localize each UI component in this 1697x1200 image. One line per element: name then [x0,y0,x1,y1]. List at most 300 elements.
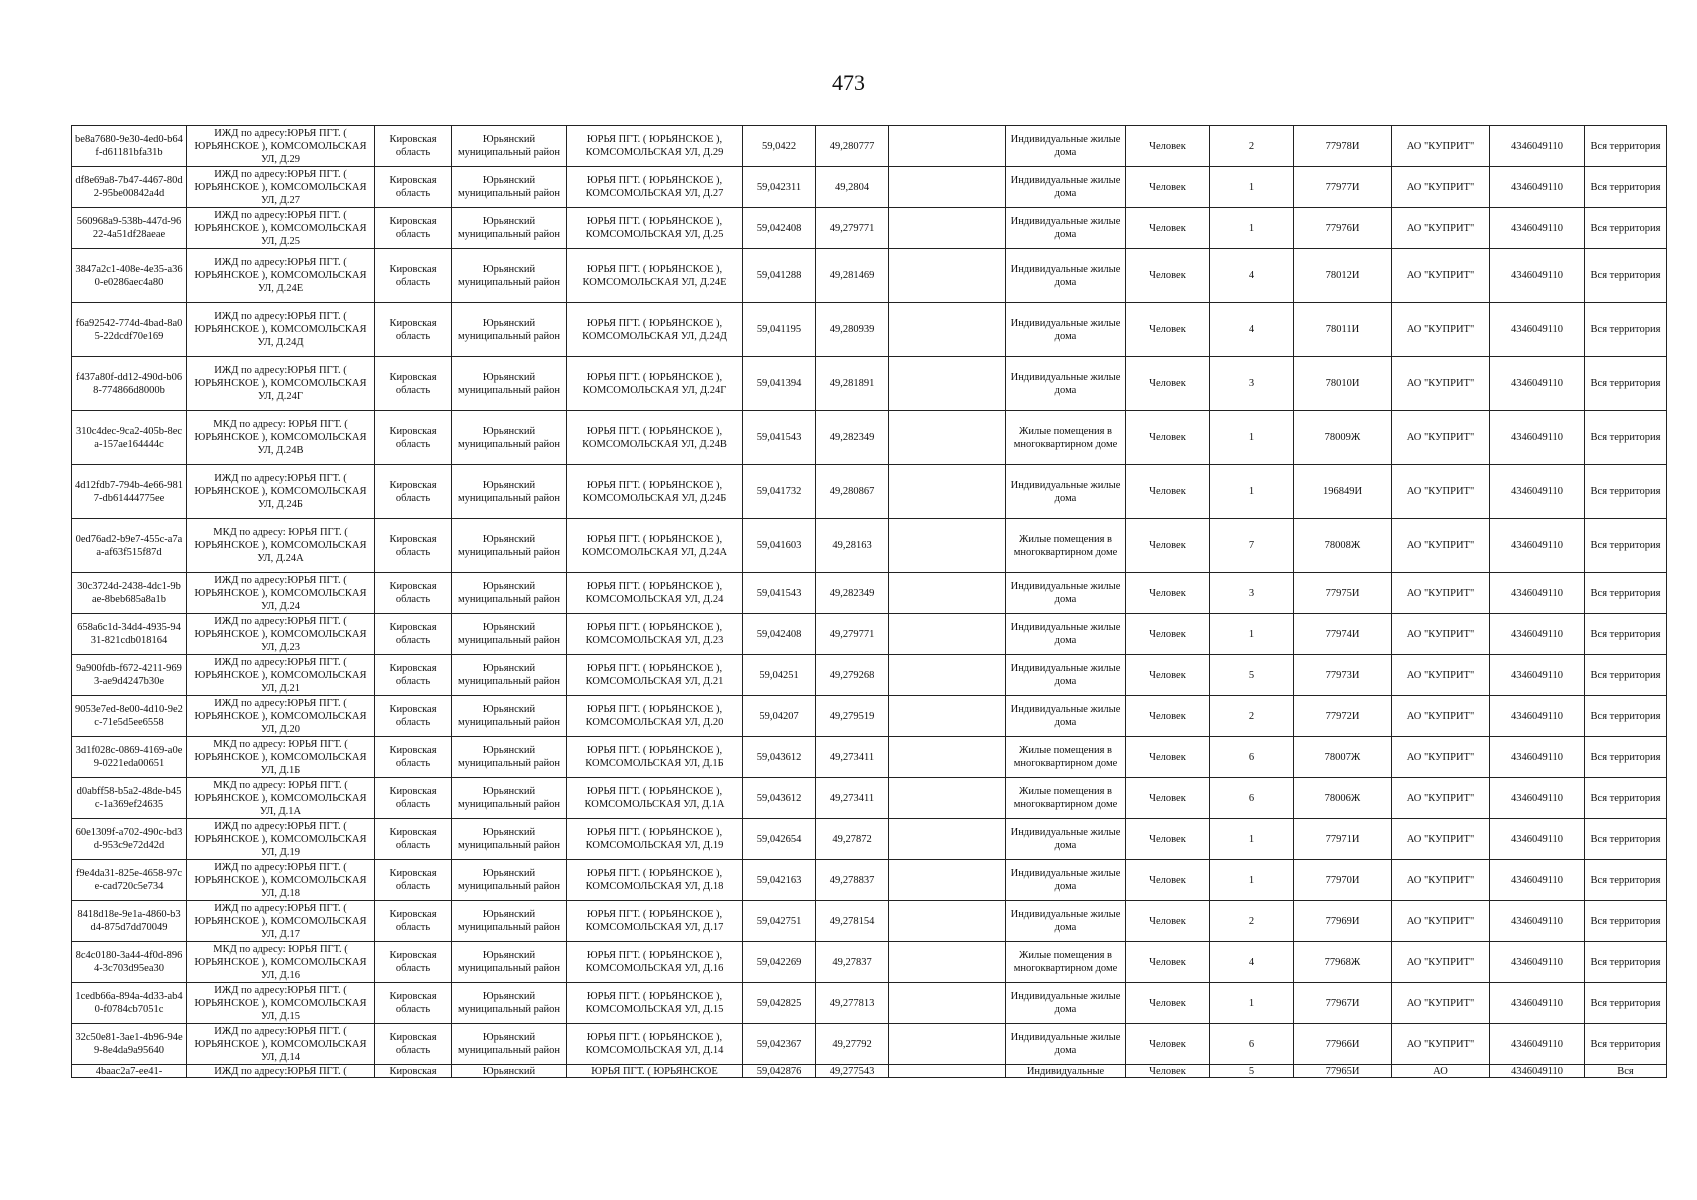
empty-cell [889,126,1006,167]
district-cell: Юрьянский муниципальный район [452,696,567,737]
code-cell-text: 77965И [1325,1066,1360,1077]
code-cell: 78010И [1294,357,1392,411]
empty-cell [889,696,1006,737]
district-cell: Юрьянский муниципальный район [452,357,567,411]
inn-cell: 4346049110 [1490,737,1585,778]
region-cell: Кировская область [375,1024,452,1065]
guid-cell: 9053e7ed-8e00-4d10-9e2c-71e5d5ee6558 [72,696,187,737]
organization-cell: АО "КУПРИТ" [1392,249,1490,303]
organization-cell [1392,1065,1490,1078]
guid-cell: 8418d18e-9e1a-4860-b3d4-875d7dd70049 [72,901,187,942]
table-row [72,167,1667,208]
territory-cell [1585,1065,1667,1078]
table-row [72,819,1667,860]
territory-cell: Вся территория [1585,901,1667,942]
unit-cell: Человек [1126,983,1210,1024]
table-row [72,778,1667,819]
category-cell: Жилые помещения в многоквартирном доме [1006,778,1126,819]
address-cell: ЮРЬЯ ПГТ. ( ЮРЬЯНСКОЕ ), КОМСОМОЛЬСКАЯ УЛ, Д.24Г [567,357,743,411]
table-row [72,655,1667,696]
empty-cell [889,249,1006,303]
unit-cell: Человек [1126,819,1210,860]
count-cell: 1 [1210,983,1294,1024]
unit-cell: Человек [1126,901,1210,942]
address-cell: ЮРЬЯ ПГТ. ( ЮРЬЯНСКОЕ ), КОМСОМОЛЬСКАЯ УЛ, Д.16 [567,942,743,983]
organization-cell: АО "КУПРИТ" [1392,819,1490,860]
latitude-cell: 59,042654 [743,819,816,860]
organization-cell: АО "КУПРИТ" [1392,696,1490,737]
address-cell: ЮРЬЯ ПГТ. ( ЮРЬЯНСКОЕ ), КОМСОМОЛЬСКАЯ УЛ, Д.14 [567,1024,743,1065]
region-cell-text: Кировская [389,1066,437,1077]
latitude-cell: 59,042825 [743,983,816,1024]
category-cell: Индивидуальные жилые дома [1006,465,1126,519]
district-cell: Юрьянский муниципальный район [452,1024,567,1065]
object-description-cell: ИЖД по адресу:ЮРЬЯ ПГТ. ( ЮРЬЯНСКОЕ ), КОМСОМОЛЬСКАЯ УЛ, Д.23 [187,614,375,655]
longitude-cell: 49,279771 [816,614,889,655]
count-cell: 2 [1210,696,1294,737]
longitude-cell-text: 49,277543 [829,1066,875,1077]
district-cell: Юрьянский муниципальный район [452,249,567,303]
latitude-cell: 59,041195 [743,303,816,357]
category-cell: Индивидуальные жилые дома [1006,1024,1126,1065]
count-cell: 1 [1210,860,1294,901]
table-row [72,737,1667,778]
longitude-cell: 49,277813 [816,983,889,1024]
object-description-cell: ИЖД по адресу:ЮРЬЯ ПГТ. ( ЮРЬЯНСКОЕ ), КОМСОМОЛЬСКАЯ УЛ, Д.21 [187,655,375,696]
territory-cell: Вся территория [1585,126,1667,167]
category-cell: Жилые помещения в многоквартирном доме [1006,942,1126,983]
count-cell: 1 [1210,167,1294,208]
territory-cell: Вся территория [1585,983,1667,1024]
empty-cell [889,901,1006,942]
organization-cell: АО "КУПРИТ" [1392,465,1490,519]
unit-cell: Человек [1126,357,1210,411]
region-cell: Кировская область [375,778,452,819]
table-row [72,357,1667,411]
table-row [72,1065,1667,1078]
organization-cell: АО "КУПРИТ" [1392,614,1490,655]
count-cell: 3 [1210,357,1294,411]
longitude-cell: 49,27872 [816,819,889,860]
unit-cell: Человек [1126,614,1210,655]
territory-cell: Вся территория [1585,167,1667,208]
category-cell: Индивидуальные жилые дома [1006,696,1126,737]
empty-cell [889,778,1006,819]
table-row [72,208,1667,249]
table-row [72,983,1667,1024]
count-cell: 3 [1210,573,1294,614]
inn-cell: 4346049110 [1490,573,1585,614]
longitude-cell: 49,281891 [816,357,889,411]
organization-cell: АО "КУПРИТ" [1392,1024,1490,1065]
category-cell: Жилые помещения в многоквартирном доме [1006,519,1126,573]
territory-cell: Вся территория [1585,655,1667,696]
inn-cell: 4346049110 [1490,655,1585,696]
object-description-cell: ИЖД по адресу:ЮРЬЯ ПГТ. ( ЮРЬЯНСКОЕ ), КОМСОМОЛЬСКАЯ УЛ, Д.27 [187,167,375,208]
longitude-cell: 49,278837 [816,860,889,901]
latitude-cell: 59,041603 [743,519,816,573]
inn-cell-text: 4346049110 [1510,1066,1564,1077]
longitude-cell: 49,278154 [816,901,889,942]
empty-cell [889,655,1006,696]
district-cell: Юрьянский муниципальный район [452,465,567,519]
count-cell: 2 [1210,901,1294,942]
organization-cell: АО "КУПРИТ" [1392,737,1490,778]
longitude-cell: 49,27837 [816,942,889,983]
unit-cell: Человек [1126,655,1210,696]
longitude-cell: 49,282349 [816,411,889,465]
table-row [72,901,1667,942]
code-cell: 77970И [1294,860,1392,901]
organization-cell: АО "КУПРИТ" [1392,983,1490,1024]
empty-cell [889,983,1006,1024]
guid-cell: 560968a9-538b-447d-9622-4a51df28aeae [72,208,187,249]
longitude-cell: 49,280939 [816,303,889,357]
object-description-cell: ИЖД по адресу:ЮРЬЯ ПГТ. ( ЮРЬЯНСКОЕ ), КОМСОМОЛЬСКАЯ УЛ, Д.29 [187,126,375,167]
object-description-cell: ИЖД по адресу:ЮРЬЯ ПГТ. ( ЮРЬЯНСКОЕ ), КОМСОМОЛЬСКАЯ УЛ, Д.24Д [187,303,375,357]
region-cell: Кировская область [375,465,452,519]
latitude-cell: 59,042269 [743,942,816,983]
longitude-cell: 49,28163 [816,519,889,573]
latitude-cell: 59,042408 [743,208,816,249]
inn-cell: 4346049110 [1490,357,1585,411]
count-cell [1210,1065,1294,1078]
object-description-cell: ИЖД по адресу:ЮРЬЯ ПГТ. ( ЮРЬЯНСКОЕ ), КОМСОМОЛЬСКАЯ УЛ, Д.15 [187,983,375,1024]
longitude-cell: 49,2804 [816,167,889,208]
count-cell: 1 [1210,411,1294,465]
latitude-cell: 59,04251 [743,655,816,696]
district-cell [452,1065,567,1078]
count-cell: 4 [1210,303,1294,357]
unit-cell: Человек [1126,737,1210,778]
empty-cell [889,614,1006,655]
guid-cell [72,1065,187,1078]
count-cell: 4 [1210,942,1294,983]
guid-cell: f9e4da31-825e-4658-97ce-cad720c5e734 [72,860,187,901]
count-cell: 1 [1210,819,1294,860]
empty-cell [889,357,1006,411]
district-cell: Юрьянский муниципальный район [452,573,567,614]
category-cell: Индивидуальные жилые дома [1006,819,1126,860]
inn-cell: 4346049110 [1490,983,1585,1024]
region-cell: Кировская область [375,860,452,901]
object-description-cell: ИЖД по адресу:ЮРЬЯ ПГТ. ( ЮРЬЯНСКОЕ ), КОМСОМОЛЬСКАЯ УЛ, Д.18 [187,860,375,901]
organization-cell: АО "КУПРИТ" [1392,901,1490,942]
code-cell: 77971И [1294,819,1392,860]
territory-cell: Вся территория [1585,411,1667,465]
object-description-cell: ИЖД по адресу:ЮРЬЯ ПГТ. ( ЮРЬЯНСКОЕ ), КОМСОМОЛЬСКАЯ УЛ, Д.20 [187,696,375,737]
unit-cell: Человек [1126,1024,1210,1065]
table-row [72,519,1667,573]
latitude-cell: 59,041288 [743,249,816,303]
longitude-cell: 49,280867 [816,465,889,519]
latitude-cell: 59,042367 [743,1024,816,1065]
longitude-cell [816,1065,889,1078]
object-description-cell [187,1065,375,1078]
address-cell: ЮРЬЯ ПГТ. ( ЮРЬЯНСКОЕ ), КОМСОМОЛЬСКАЯ УЛ, Д.1А [567,778,743,819]
object-description-cell-text: ИЖД по адресу:ЮРЬЯ ПГТ. ( [214,1066,347,1077]
organization-cell: АО "КУПРИТ" [1392,519,1490,573]
object-description-cell: ИЖД по адресу:ЮРЬЯ ПГТ. ( ЮРЬЯНСКОЕ ), КОМСОМОЛЬСКАЯ УЛ, Д.25 [187,208,375,249]
territory-cell-text: Вся [1617,1066,1634,1077]
district-cell: Юрьянский муниципальный район [452,655,567,696]
address-cell-text: ЮРЬЯ ПГТ. ( ЮРЬЯНСКОЕ [591,1066,718,1077]
page-number: 473 [832,70,865,95]
territory-cell: Вся территория [1585,614,1667,655]
inn-cell: 4346049110 [1490,696,1585,737]
district-cell: Юрьянский муниципальный район [452,819,567,860]
address-cell: ЮРЬЯ ПГТ. ( ЮРЬЯНСКОЕ ), КОМСОМОЛЬСКАЯ УЛ, Д.24Б [567,465,743,519]
count-cell: 6 [1210,1024,1294,1065]
unit-cell: Человек [1126,778,1210,819]
unit-cell-text: Человек [1149,1066,1186,1077]
address-cell: ЮРЬЯ ПГТ. ( ЮРЬЯНСКОЕ ), КОМСОМОЛЬСКАЯ УЛ, Д.20 [567,696,743,737]
category-cell: Индивидуальные жилые дома [1006,614,1126,655]
empty-cell [889,860,1006,901]
guid-cell: d0abff58-b5a2-48de-b45c-1a369ef24635 [72,778,187,819]
district-cell: Юрьянский муниципальный район [452,167,567,208]
guid-cell: 0ed76ad2-b9e7-455c-a7aa-af63f515f87d [72,519,187,573]
inn-cell: 4346049110 [1490,614,1585,655]
address-cell: ЮРЬЯ ПГТ. ( ЮРЬЯНСКОЕ ), КОМСОМОЛЬСКАЯ УЛ, Д.19 [567,819,743,860]
object-description-cell: МКД по адресу: ЮРЬЯ ПГТ. ( ЮРЬЯНСКОЕ ), КОМСОМОЛЬСКАЯ УЛ, Д.24В [187,411,375,465]
territory-cell: Вся территория [1585,860,1667,901]
inn-cell: 4346049110 [1490,819,1585,860]
district-cell: Юрьянский муниципальный район [452,737,567,778]
inn-cell: 4346049110 [1490,860,1585,901]
region-cell: Кировская область [375,411,452,465]
address-cell [567,1065,743,1078]
code-cell: 77967И [1294,983,1392,1024]
region-cell: Кировская область [375,303,452,357]
territory-cell: Вся территория [1585,208,1667,249]
latitude-cell: 59,04207 [743,696,816,737]
region-cell: Кировская область [375,655,452,696]
unit-cell: Человек [1126,696,1210,737]
unit-cell: Человек [1126,208,1210,249]
territory-cell: Вся территория [1585,1024,1667,1065]
empty-cell [889,411,1006,465]
empty-cell [889,519,1006,573]
count-cell: 1 [1210,465,1294,519]
count-cell: 5 [1210,655,1294,696]
region-cell: Кировская область [375,737,452,778]
unit-cell: Человек [1126,860,1210,901]
code-cell: 78012И [1294,249,1392,303]
region-cell: Кировская область [375,983,452,1024]
guid-cell-text: 4baac2a7-ee41- [95,1066,163,1077]
category-cell: Индивидуальные жилые дома [1006,655,1126,696]
longitude-cell: 49,279519 [816,696,889,737]
unit-cell: Человек [1126,465,1210,519]
inn-cell: 4346049110 [1490,126,1585,167]
territory-cell: Вся территория [1585,573,1667,614]
category-cell-text: Индивидуальные [1026,1066,1105,1077]
table-row [72,614,1667,655]
unit-cell: Человек [1126,411,1210,465]
guid-cell: 32c50e81-3ae1-4b96-94e9-8e4da9a95640 [72,1024,187,1065]
latitude-cell: 59,043612 [743,737,816,778]
object-description-cell: ИЖД по адресу:ЮРЬЯ ПГТ. ( ЮРЬЯНСКОЕ ), КОМСОМОЛЬСКАЯ УЛ, Д.24Е [187,249,375,303]
longitude-cell: 49,279268 [816,655,889,696]
address-cell: ЮРЬЯ ПГТ. ( ЮРЬЯНСКОЕ ), КОМСОМОЛЬСКАЯ УЛ, Д.24Е [567,249,743,303]
count-cell: 1 [1210,614,1294,655]
region-cell: Кировская область [375,249,452,303]
empty-cell [889,573,1006,614]
empty-cell [889,167,1006,208]
inn-cell: 4346049110 [1490,249,1585,303]
object-description-cell: ИЖД по адресу:ЮРЬЯ ПГТ. ( ЮРЬЯНСКОЕ ), КОМСОМОЛЬСКАЯ УЛ, Д.19 [187,819,375,860]
region-cell: Кировская область [375,573,452,614]
unit-cell: Человек [1126,167,1210,208]
inn-cell: 4346049110 [1490,519,1585,573]
region-cell: Кировская область [375,901,452,942]
code-cell: 78006Ж [1294,778,1392,819]
latitude-cell: 59,041543 [743,573,816,614]
inn-cell: 4346049110 [1490,778,1585,819]
organization-cell-text: АО [1433,1066,1448,1077]
address-cell: ЮРЬЯ ПГТ. ( ЮРЬЯНСКОЕ ), КОМСОМОЛЬСКАЯ УЛ, Д.17 [567,901,743,942]
organization-cell: АО "КУПРИТ" [1392,573,1490,614]
inn-cell: 4346049110 [1490,942,1585,983]
district-cell: Юрьянский муниципальный район [452,901,567,942]
count-cell: 7 [1210,519,1294,573]
territory-cell: Вся территория [1585,819,1667,860]
organization-cell: АО "КУПРИТ" [1392,303,1490,357]
territory-cell: Вся территория [1585,696,1667,737]
unit-cell: Человек [1126,942,1210,983]
guid-cell: 60e1309f-a702-490c-bd3d-953c9e72d42d [72,819,187,860]
count-cell: 6 [1210,737,1294,778]
guid-cell: be8a7680-9e30-4ed0-b64f-d61181bfa31b [72,126,187,167]
longitude-cell: 49,279771 [816,208,889,249]
code-cell: 77972И [1294,696,1392,737]
code-cell: 77976И [1294,208,1392,249]
count-cell: 1 [1210,208,1294,249]
code-cell: 77966И [1294,1024,1392,1065]
unit-cell: Человек [1126,573,1210,614]
organization-cell: АО "КУПРИТ" [1392,357,1490,411]
code-cell: 77977И [1294,167,1392,208]
longitude-cell: 49,27792 [816,1024,889,1065]
address-cell: ЮРЬЯ ПГТ. ( ЮРЬЯНСКОЕ ), КОМСОМОЛЬСКАЯ УЛ, Д.24В [567,411,743,465]
table-row [72,696,1667,737]
code-cell: 78011И [1294,303,1392,357]
unit-cell [1126,1065,1210,1078]
longitude-cell: 49,282349 [816,573,889,614]
guid-cell: 4d12fdb7-794b-4e66-9817-db61444775ee [72,465,187,519]
organization-cell: АО "КУПРИТ" [1392,778,1490,819]
count-cell-text: 5 [1248,1066,1255,1077]
latitude-cell: 59,042163 [743,860,816,901]
territory-cell: Вся территория [1585,778,1667,819]
district-cell: Юрьянский муниципальный район [452,778,567,819]
category-cell: Индивидуальные жилые дома [1006,167,1126,208]
code-cell: 77974И [1294,614,1392,655]
territory-cell: Вся территория [1585,737,1667,778]
guid-cell: 310c4dec-9ca2-405b-8eca-157ae164444c [72,411,187,465]
empty-cell [889,465,1006,519]
object-description-cell: МКД по адресу: ЮРЬЯ ПГТ. ( ЮРЬЯНСКОЕ ), КОМСОМОЛЬСКАЯ УЛ, Д.1Б [187,737,375,778]
code-cell: 78008Ж [1294,519,1392,573]
unit-cell: Человек [1126,249,1210,303]
region-cell: Кировская область [375,126,452,167]
organization-cell: АО "КУПРИТ" [1392,860,1490,901]
table-row [72,411,1667,465]
object-description-cell: МКД по адресу: ЮРЬЯ ПГТ. ( ЮРЬЯНСКОЕ ), КОМСОМОЛЬСКАЯ УЛ, Д.16 [187,942,375,983]
address-cell: ЮРЬЯ ПГТ. ( ЮРЬЯНСКОЕ ), КОМСОМОЛЬСКАЯ УЛ, Д.29 [567,126,743,167]
organization-cell: АО "КУПРИТ" [1392,167,1490,208]
territory-cell: Вся территория [1585,519,1667,573]
empty-cell [889,1024,1006,1065]
longitude-cell: 49,273411 [816,737,889,778]
category-cell: Индивидуальные жилые дома [1006,249,1126,303]
empty-cell [889,942,1006,983]
latitude-cell: 59,041394 [743,357,816,411]
guid-cell: 3d1f028c-0869-4169-a0e9-0221eda00651 [72,737,187,778]
object-description-cell: МКД по адресу: ЮРЬЯ ПГТ. ( ЮРЬЯНСКОЕ ), КОМСОМОЛЬСКАЯ УЛ, Д.24А [187,519,375,573]
code-cell: 196849И [1294,465,1392,519]
guid-cell: 1cedb66a-894a-4d33-ab40-f0784cb7051c [72,983,187,1024]
district-cell: Юрьянский муниципальный район [452,303,567,357]
object-description-cell: ИЖД по адресу:ЮРЬЯ ПГТ. ( ЮРЬЯНСКОЕ ), КОМСОМОЛЬСКАЯ УЛ, Д.24Б [187,465,375,519]
latitude-cell: 59,041543 [743,411,816,465]
address-cell: ЮРЬЯ ПГТ. ( ЮРЬЯНСКОЕ ), КОМСОМОЛЬСКАЯ УЛ, Д.24 [567,573,743,614]
empty-cell [889,737,1006,778]
address-cell: ЮРЬЯ ПГТ. ( ЮРЬЯНСКОЕ ), КОМСОМОЛЬСКАЯ УЛ, Д.1Б [567,737,743,778]
code-cell [1294,1065,1392,1078]
organization-cell: АО "КУПРИТ" [1392,208,1490,249]
latitude-cell: 59,043612 [743,778,816,819]
unit-cell: Человек [1126,519,1210,573]
guid-cell: 3847a2c1-408e-4e35-a360-e0286aec4a80 [72,249,187,303]
table-row [72,1024,1667,1065]
code-cell: 77978И [1294,126,1392,167]
region-cell: Кировская область [375,519,452,573]
code-cell: 78009Ж [1294,411,1392,465]
district-cell-text: Юрьянский [482,1066,536,1077]
address-cell: ЮРЬЯ ПГТ. ( ЮРЬЯНСКОЕ ), КОМСОМОЛЬСКАЯ УЛ, Д.21 [567,655,743,696]
territory-cell: Вся территория [1585,249,1667,303]
guid-cell: 30c3724d-2438-4dc1-9bae-8beb685a8a1b [72,573,187,614]
object-description-cell: ИЖД по адресу:ЮРЬЯ ПГТ. ( ЮРЬЯНСКОЕ ), КОМСОМОЛЬСКАЯ УЛ, Д.14 [187,1024,375,1065]
count-cell: 6 [1210,778,1294,819]
longitude-cell: 49,280777 [816,126,889,167]
empty-cell [889,819,1006,860]
code-cell: 78007Ж [1294,737,1392,778]
category-cell: Жилые помещения в многоквартирном доме [1006,411,1126,465]
inn-cell: 4346049110 [1490,1024,1585,1065]
territory-cell: Вся территория [1585,465,1667,519]
guid-cell: df8e69a8-7b47-4467-80d2-95be00842a4d [72,167,187,208]
district-cell: Юрьянский муниципальный район [452,411,567,465]
category-cell: Индивидуальные жилые дома [1006,860,1126,901]
region-cell: Кировская область [375,167,452,208]
organization-cell: АО "КУПРИТ" [1392,942,1490,983]
region-cell: Кировская область [375,819,452,860]
address-cell: ЮРЬЯ ПГТ. ( ЮРЬЯНСКОЕ ), КОМСОМОЛЬСКАЯ УЛ, Д.27 [567,167,743,208]
district-cell: Юрьянский муниципальный район [452,983,567,1024]
table-row [72,126,1667,167]
category-cell: Индивидуальные жилые дома [1006,208,1126,249]
region-cell [375,1065,452,1078]
unit-cell: Человек [1126,126,1210,167]
category-cell: Жилые помещения в многоквартирном доме [1006,737,1126,778]
territory-cell: Вся территория [1585,942,1667,983]
region-cell: Кировская область [375,942,452,983]
longitude-cell: 49,281469 [816,249,889,303]
empty-cell [889,303,1006,357]
